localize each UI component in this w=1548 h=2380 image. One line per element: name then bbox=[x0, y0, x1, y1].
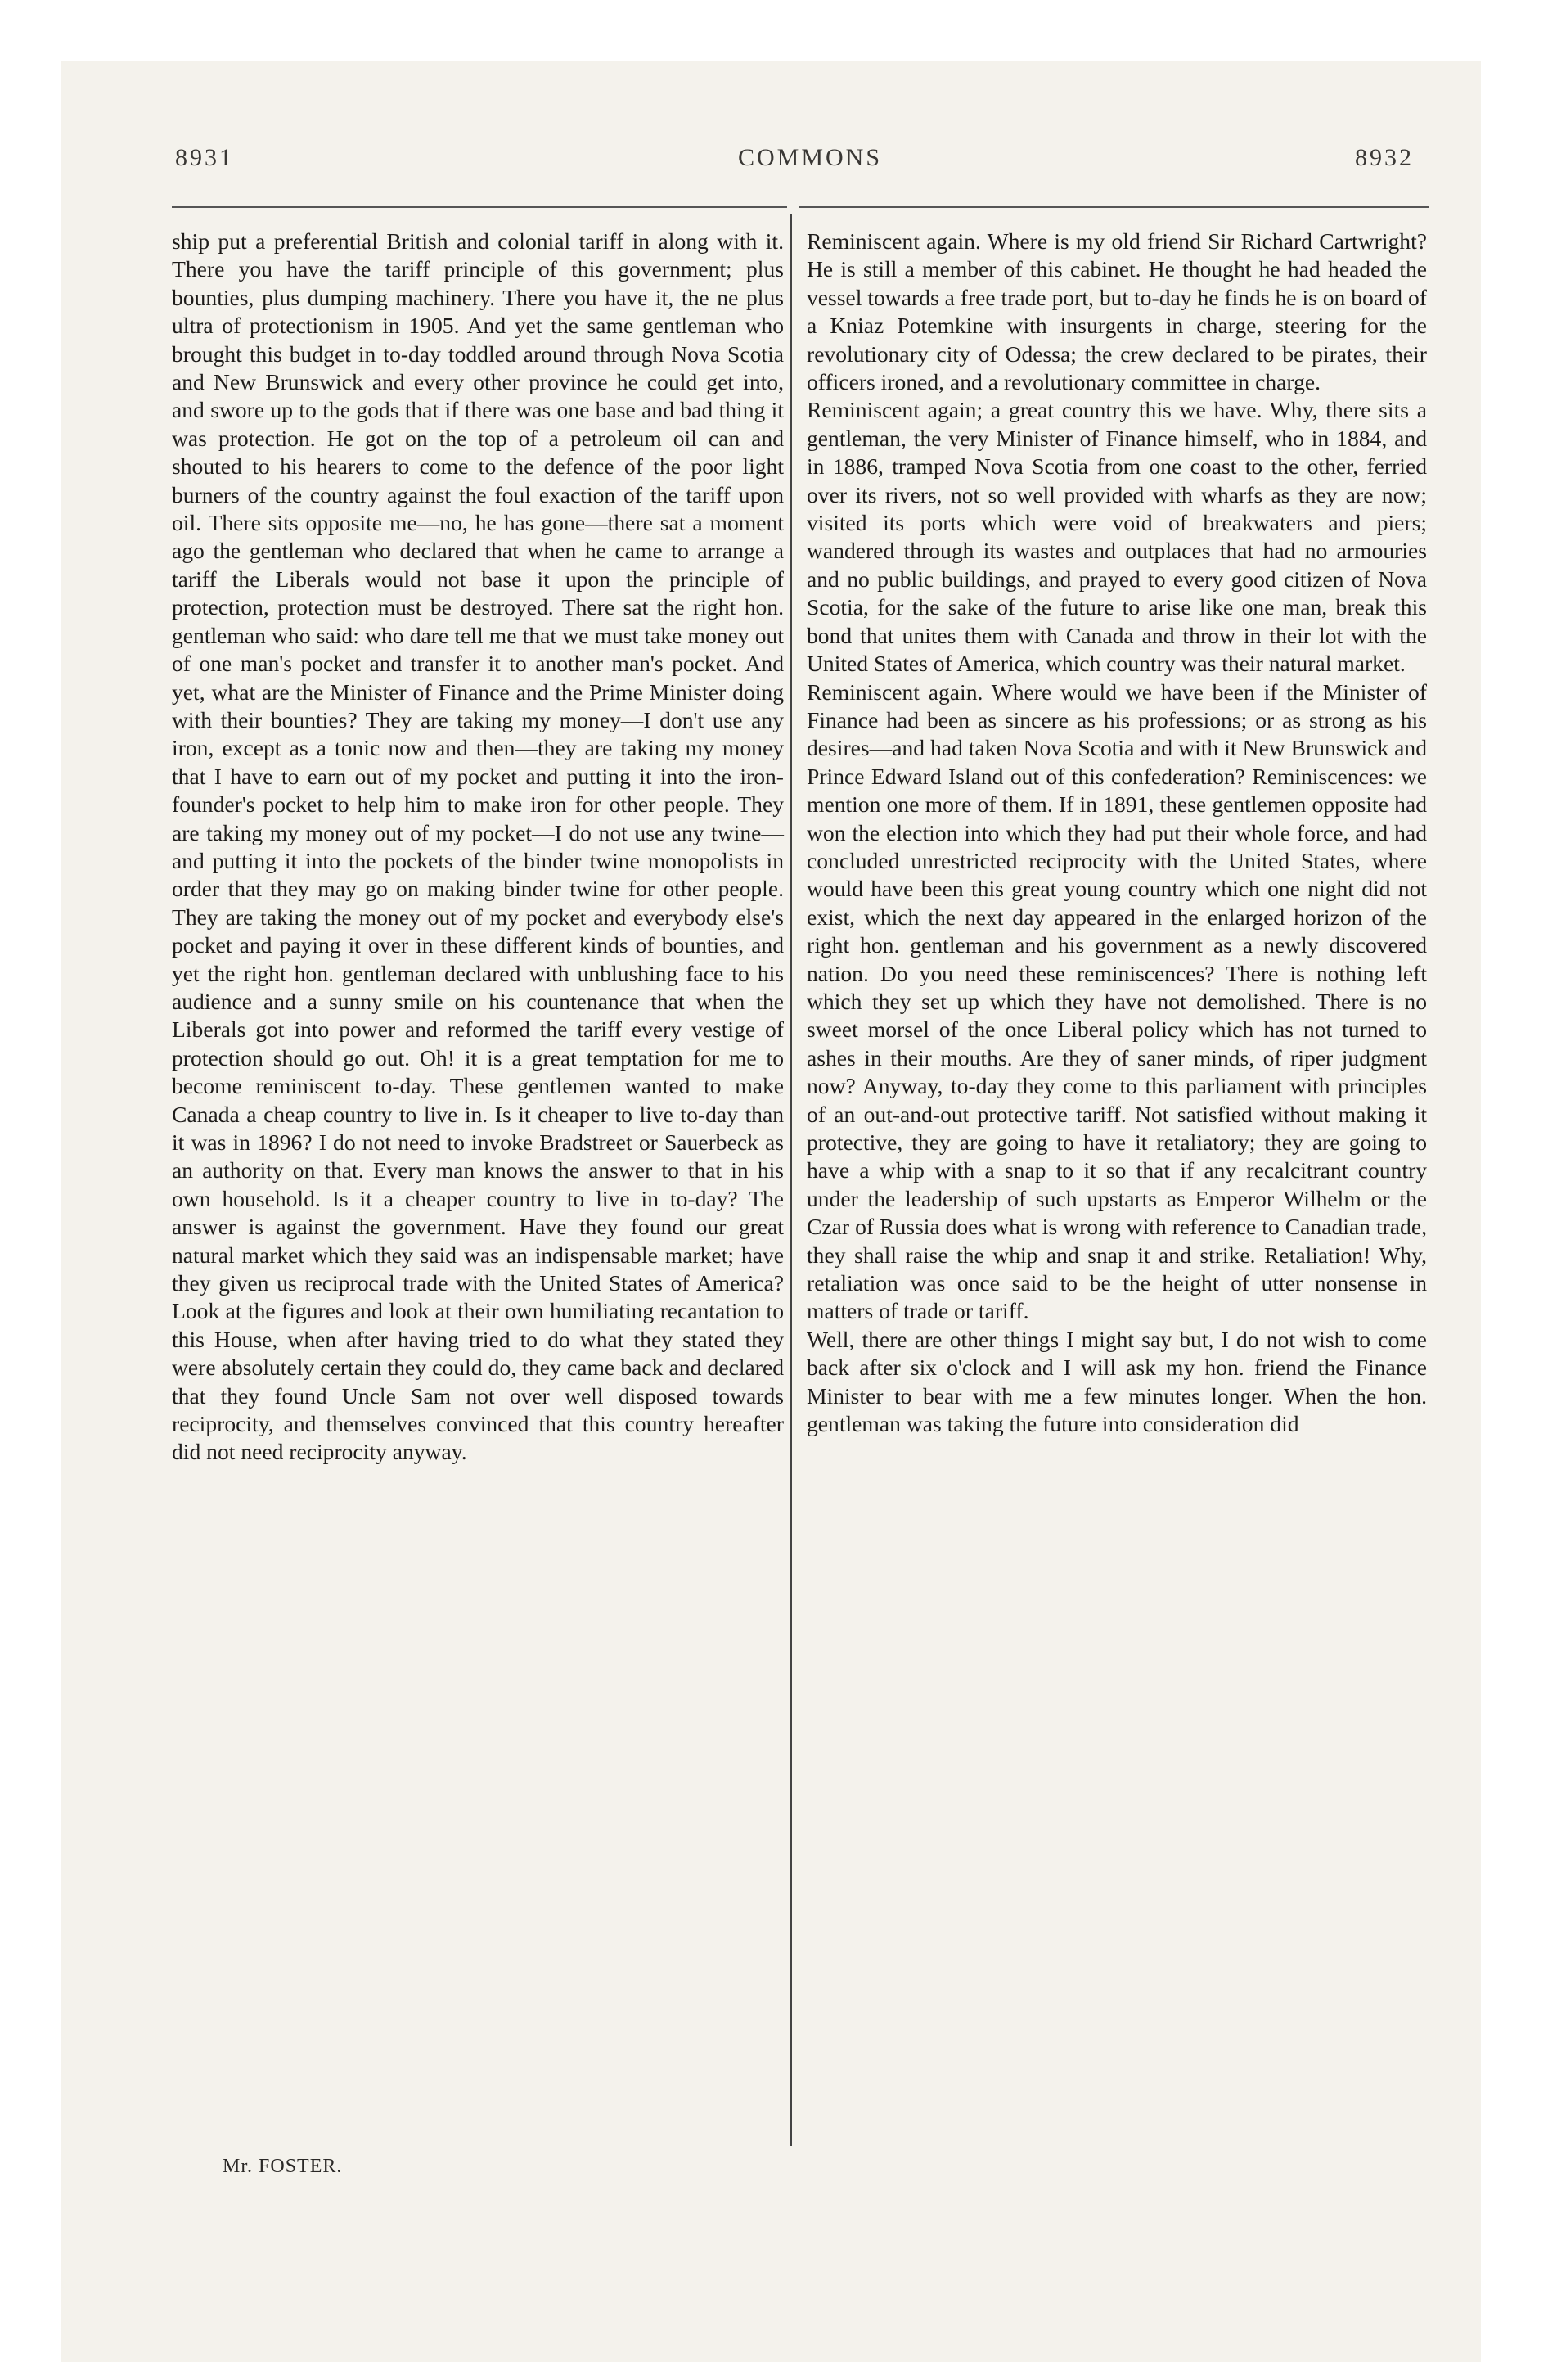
left-page-number: 8931 bbox=[175, 144, 234, 171]
column-divider bbox=[790, 214, 792, 2146]
left-column-text: ship put a preferential British and colonial tariff in along with it. There you have the tariff principle of this government; plus bounties, plus dumping machinery. There you have it, the ne plus ultra of protectionism in 1905. And yet the same gentleman who brought this budget in to-day toddled around through Nova Scotia and New Brunswick and every other province he could get into, and swore up to the gods that if there was one base and bad thing it was protection. He got on the top of a petroleum oil can and shouted to his hearers to come to the defence of the poor light burners of the country against the foul exaction of the tariff upon oil. There sits opposite me—no, he has gone—there sat a moment ago the gentleman who declared that when he came to arrange a tariff the Liberals would not base it upon the principle of protection, protection must be destroyed. There sat the right hon. gentleman who said: who dare tell me that we must take money out of one man's pocket and transfer it to another man's pocket. And yet, what are the Minister of Finance and the Prime Minister doing with their bounties? They are taking my money—I don't use any iron, except as a tonic now and then—they are taking my money that I have to earn out of my pocket and putting it into the iron-founder's pocket to help him to make iron for other people. They are taking my money out of my pocket—I do not use any twine—and putting it into the pockets of the binder twine monopolists in order that they may go on making binder twine for other people. They are taking the money out of my pocket and everybody else's pocket and paying it over in these different kinds of bounties, and yet the right hon. gentleman declared with unblushing face to his audience and a sunny smile on his countenance that when the Liberals got into power and reformed the tariff every vestige of protection should go out. Oh! it is a great temptation for me to become reminiscent to-day. These gentlemen wanted to make Canada a cheap country to live in. Is it cheaper to live to-day than it was in 1896? I do not need to invoke Bradstreet or Sauerbeck as an authority on that. Every man knows the answer to that in his own household. Is it a cheaper country to live in to-day? The answer is against the government. Have they found our great natural market which they said was an indispensable market; have they given us reciprocal trade with the United States of America? Look at the figures and look at their own humiliating recantation to this House, when after having tried to do what they stated they were absolutely certain they could do, they came back and declared that they found Uncle Sam not over well disposed towards reciprocity, and themselves convinced that this country hereafter did not need reciprocity anyway. bbox=[172, 228, 784, 1465]
speaker-signature: Mr. FOSTER. bbox=[223, 2156, 343, 2177]
right-page-number: 8932 bbox=[1355, 144, 1414, 171]
header-rule-right bbox=[799, 206, 1429, 208]
running-title: COMMONS bbox=[737, 144, 883, 171]
right-column-text: Reminiscent again. Where is my old friend Sir Richard Cartwright? He is still a member of this cabinet. He thought he had headed the vessel towards a free trade port, but to-day he finds he is on board of a Kniaz Potemkine with insurgents in charge, steering for the revolutionary city of Odessa; the crew declared to be pirates, their officers ironed, and a revolutionary committee in charge. Reminiscent again; a great country this we have. Why, there sits a gentleman, the very Minister of Finance himself, who in 1884, and in 1886, tramped Nova Scotia from one coast to the other, ferried over its rivers, not so well provided with wharfs as they are now; visited its ports which were void of breakwaters and piers; wandered through its wastes and outplaces that had no armouries and no public buildings, and prayed to every good citizen of Nova Scotia, for the sake of the future to arise like one man, break this bond that unites them with Canada and throw in their lot with the United States of America, which country was their natural market. Reminiscent again. Where would we have been if the Minister of Finance had been as sincere as his professions; or as strong as his desires—and had taken Nova Scotia and with it New Brunswick and Prince Edward Island out of this confederation? Reminiscences: we mention one more of them. If in 1891, these gentlemen opposite had won the election into which they had put their whole force, and had concluded unrestricted reciprocity with the United States, where would have been this great young country which one night did not exist, which the next day appeared in the enlarged horizon of the right hon. gentleman and his government as a newly discovered nation. Do you need these reminiscences? There is nothing left which they set up which they have not demolished. There is no sweet morsel of the once Liberal policy which has not turned to ashes in their mouths. Are they of saner minds, of riper judgment now? Anyway, to-day they come to this parliament with principles of an out-and-out protective tariff. Not satisfied without making it protective, they are going to have it retaliatory; they are going to have a whip with a snap to it so that if any recalcitrant country under the leadership of such upstarts as Emperor Wilhelm or the Czar of Russia does what is wrong with reference to Canadian trade, they shall raise the whip and snap it and strike. Retaliation! Why, retaliation was once said to be the height of utter nonsense in matters of trade or tariff. Well, there are other things I might say but, I do not wish to come back after six o'clock and I will ask my hon. friend the Finance Minister to bear with me a few minutes longer. When the hon. gentleman was taking the future into consideration did bbox=[807, 228, 1427, 1437]
header-rule-left bbox=[172, 206, 787, 208]
